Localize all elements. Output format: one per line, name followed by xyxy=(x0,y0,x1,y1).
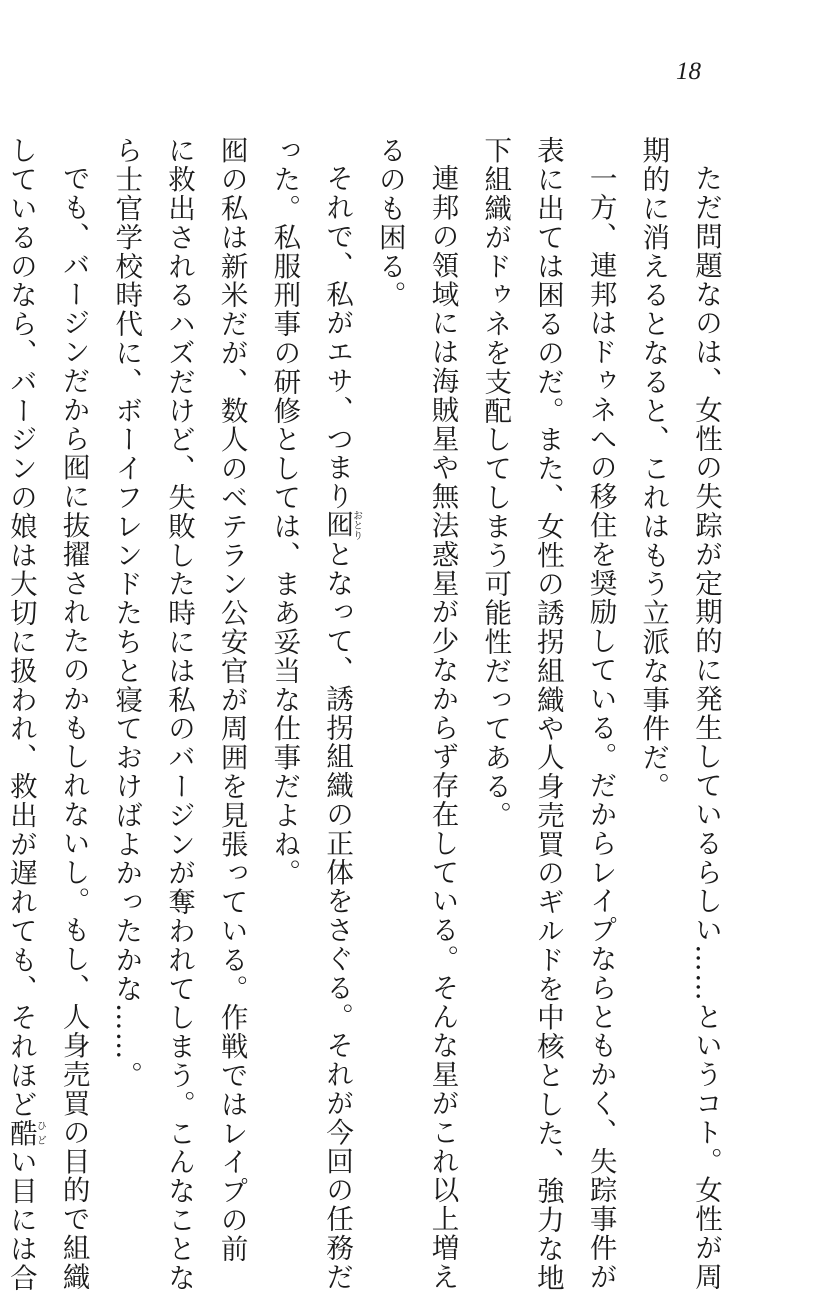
ruby-base: 囮 xyxy=(321,509,354,540)
ruby-base: 酷 xyxy=(4,1118,37,1148)
ruby-annotation xyxy=(321,509,362,540)
text-line: ただ問題なのは、女性の失踪が定期的に発生しているらしい……というコト。女性が周 xyxy=(690,163,722,1291)
text-line: った。私服刑事の研修としては、まあ妥当な仕事だよね。 xyxy=(268,136,301,888)
text-line: でも、バージンだから囮に抜擢されたのかもしれないし。もし、人身売買の目的で組織 xyxy=(57,163,90,1291)
text-line: 表に出ては困るのだ。また、女性の誘拐組織や人身売買のギルドを中核とした、強力な地 xyxy=(531,136,564,1292)
text-line: 一方、連邦はドゥネへの移住を奨励している。だからレイプならともかく、失踪事件が xyxy=(584,163,617,1291)
text-line: るのも困る。 xyxy=(373,136,406,310)
text-segment: それで、私がエサ、つまり xyxy=(321,163,354,511)
text-line: に救出されるハズだけど、失敗した時には私のバージンが奪われてしまう。こんなことな xyxy=(162,136,195,1292)
text-segment: となって、誘拐組織の正体をさぐる。それが今回の任務だ xyxy=(321,539,354,1291)
text-line-with-ruby xyxy=(0,136,47,1292)
ruby-reading: ひど xyxy=(34,1118,46,1148)
text-segment: い目には合 xyxy=(4,1147,37,1292)
text-segment: しているのなら、バージンの娘は大切に扱われ、救出が遅れても、それほど xyxy=(4,136,37,1119)
body-text xyxy=(4,136,732,1292)
ruby-reading: おとり xyxy=(350,509,362,540)
text-line: 下組織がドゥネを支配してしまう可能性だってある。 xyxy=(479,136,512,830)
text-line-with-ruby xyxy=(310,136,363,1291)
text-line: 期的に消えるとなると、これはもう立派な事件だ。 xyxy=(637,136,670,801)
text-line: ら士官学校時代に、ボーイフレンドたちと寝ておけばよかったかな……。 xyxy=(110,136,143,1090)
text-line: 囮の私は新米だが、数人のベテラン公安官が周囲を見張っている。作戦ではレイプの前 xyxy=(215,136,248,1264)
text-line: 連邦の領域には海賊星や無法惑星が少なからず存在している。そんな星がこれ以上増え xyxy=(426,163,459,1291)
page-number: 18 xyxy=(676,58,701,85)
ruby-annotation xyxy=(4,1118,46,1148)
